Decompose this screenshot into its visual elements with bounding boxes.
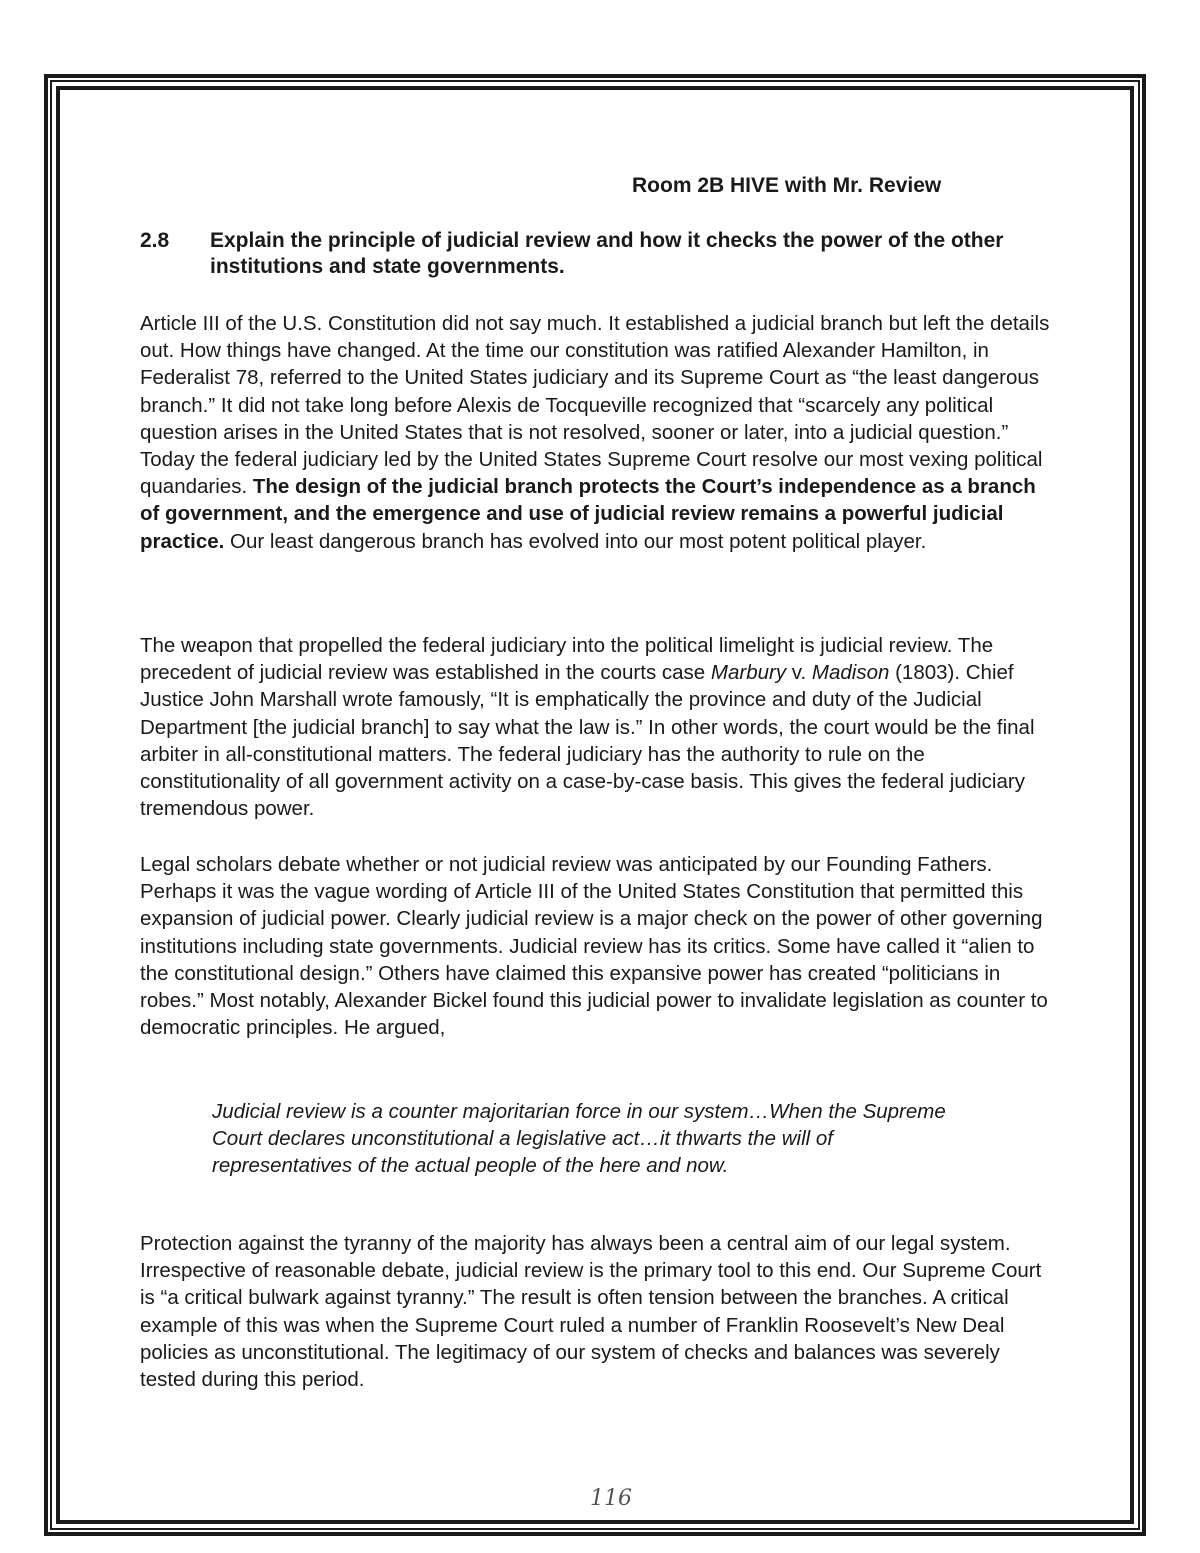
paragraph-text: The weapon that propelled the federal judiciary into the political limelight is judicial review. The precedent of judicial review was established in the courts case xyxy=(140,634,994,685)
bickel-quote: Judicial review is a counter majoritarian force in our system…When the Supreme Court declares unconstitutional a legislative act…it thwarts the will of representatives of the actual people of the here and now. xyxy=(212,1100,946,1178)
paragraph-judicial-review xyxy=(140,632,1058,822)
section-heading xyxy=(140,228,1050,280)
room-header: Room 2B HIVE with Mr. Review xyxy=(632,174,942,197)
paragraph-text: Article III of the U.S. Constitution did not say much. It established a judicial branch but left the details out. How things have changed. At the time our constitution was ratified Alexander Hamilton, in Federalist 78, referred to the United States judiciary and its Supreme Court as “the least dangerous branch.” It did not take long before Alexis de Tocqueville recognized that “scarcely any political question arises in the United States that is not resolved, sooner or later, into a judicial question.” Today the federal judiciary led by the United States Supreme Court resolve our most vexing political quandaries. xyxy=(140,312,1050,499)
paragraph-legal-scholars: Legal scholars debate whether or not judicial review was anticipated by our Founding Fathers. Perhaps it was the vague wording of Article III of the United States Constitution that permitted this expansion of judicial power. Clearly judicial review is a major check on the power of other governing institutions including state governments. Judicial review has its critics. Some have called it “alien to the constitutional design.” Others have claimed this expansive power has created “politicians in robes.” Most notably, Alexander Bickel found this judicial power to invalidate legislation as counter to democratic principles. He argued, xyxy=(140,853,1048,1040)
page-number: 116 xyxy=(590,1486,632,1511)
case-versus: v. xyxy=(786,661,812,685)
case-name-madison: Madison xyxy=(811,661,890,685)
paragraph-tyranny: Protection against the tyranny of the majority has always been a central aim of our legal system. Irrespective of reasonable debate, judicial review is the primary tool to this end. Our Supreme Court is “a critical bulwark against tyranny.” The result is often tension between the branches. A critical example of this was when the Supreme Court ruled a number of Franklin Roosevelt’s New Deal policies as unconstitutional. The legitimacy of our system of checks and balances was severely tested during this period. xyxy=(140,1232,1042,1392)
section-number: 2.8 xyxy=(140,229,170,252)
paragraph-text: (1803). Chief Justice John Marshall wrote famously, “It is emphatically the province and duty of the Judicial Department [the judicial branch] to say what the law is.” In other words, the court would be the final arbiter in all-constitutional matters. The federal judiciary has the authority to rule on the constitutionality of all government activity on a case-by-case basis. This gives the federal judiciary tremendous power. xyxy=(140,661,1035,821)
case-name-marbury: Marbury xyxy=(710,661,787,685)
paragraph-text: Our least dangerous branch has evolved into our most potent political player. xyxy=(224,529,927,553)
paragraph-bold-thesis: The design of the judicial branch protects the Court’s independence as a branch of government, and the emergence and use of judicial review remains a powerful judicial practice. xyxy=(140,475,1036,553)
section-title: Explain the principle of judicial review and how it checks the power of the other institutions and state governments. xyxy=(210,229,1004,278)
paragraph-article-iii xyxy=(140,310,1058,555)
